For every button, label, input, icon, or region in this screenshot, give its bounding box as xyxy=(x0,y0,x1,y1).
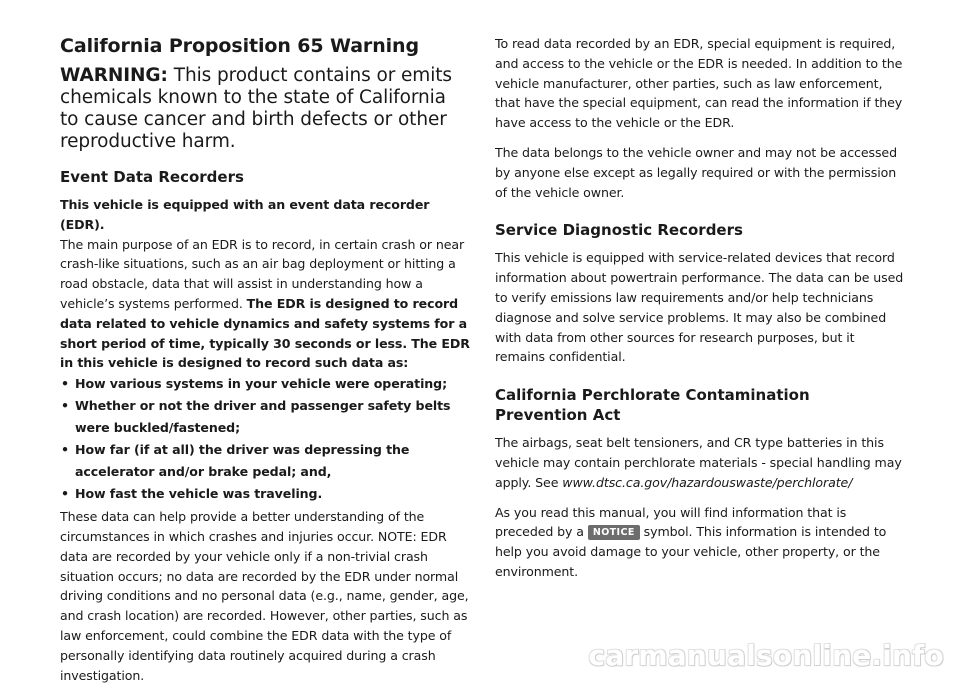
perchlorate-title: California Perchlorate Contamination Prevention Act xyxy=(495,386,810,425)
edr-body xyxy=(60,235,470,374)
prop65-title: California Proposition 65 Warning xyxy=(60,35,419,57)
edr-closing: These data can help provide a better understanding of the circumstances in which crashes and injuries occur. NOTE: EDR data are recorded by your vehicle only if a non-trivial crash situation occurs; no data are recorded by the EDR under normal driving conditions and no personal data (e.g., name, gender, age, and crash location) are recorded. However, other parties, such as law enforcement, could combine the EDR data with the type of personally identifying data routinely acquired during a crash investigation. xyxy=(60,509,469,683)
perchlorate-text: The airbags, seat belt tensioners, and CR type batteries in this vehicle may contain perchlorate materials - special handling may apply. See xyxy=(495,435,902,490)
notice-after: symbol. This information is intended to help you avoid damage to your vehicle, other property, or the environment. xyxy=(495,524,887,579)
right-column xyxy=(495,34,907,582)
edr-bullet: • How far (if at all) the driver was depressing the accelerator and/or brake pedal; and, xyxy=(60,439,470,483)
sdr-title: Service Diagnostic Recorders xyxy=(495,221,743,240)
perchlorate-link[interactable]: www.dtsc.ca.gov/hazardouswaste/perchlorate/ xyxy=(562,474,853,490)
edr-bullet-list xyxy=(60,373,470,505)
edr-bullet: • How fast the vehicle was traveling. xyxy=(60,483,470,505)
notice-badge: NOTICE xyxy=(588,525,640,540)
warning-text: This product contains or emits chemicals known to the state of California to cause cancer and birth defects or other reproductive harm. xyxy=(60,65,452,152)
perchlorate-body xyxy=(495,433,907,492)
left-column xyxy=(60,34,470,685)
edr-read-data: To read data recorded by an EDR, special equipment is required, and access to the vehicle or the EDR is needed. In addition to the vehicle manufacturer, other parties, such as law enforcement, that have the special equipment, can read the information if they have access to the vehicle or the EDR. xyxy=(495,36,903,131)
sdr-body: This vehicle is equipped with service-related devices that record information about powertrain performance. The data can be used to verify emissions law requirements and/or help technicians diagnose and solve service problems. It may also be combined with data from other sources for research purposes, but it remains confidential. xyxy=(495,250,904,365)
watermark: carmanualsonline.info xyxy=(588,639,944,672)
edr-ownership: The data belongs to the vehicle owner and may not be accessed by anyone else except as legally required or with the permission of the vehicle owner. xyxy=(495,144,897,200)
prop65-warning xyxy=(60,65,470,153)
notice-before: As you read this manual, you will find information that is preceded by a xyxy=(495,504,847,540)
edr-bullet: • How various systems in your vehicle were operating; xyxy=(60,373,470,395)
edr-body-bold: The EDR is designed to record data related to vehicle dynamics and safety systems for a short period of time, typically 30 seconds or less. The EDR in this vehicle is designed to record such data as: xyxy=(60,295,470,371)
edr-bullet: • Whether or not the driver and passenger safety belts were buckled/fastened; xyxy=(60,395,470,439)
edr-title: Event Data Recorders xyxy=(60,168,244,186)
notice-paragraph xyxy=(495,503,907,582)
edr-intro: This vehicle is equipped with an event data recorder (EDR). xyxy=(60,197,430,232)
edr-body-regular: The main purpose of an EDR is to record, in certain crash or near crash-like situations, such as an air bag deployment or hitting a road obstacle, data that will assist in understanding how a vehicle’s systems performed. xyxy=(60,236,465,311)
warning-lead: WARNING: xyxy=(60,65,168,86)
